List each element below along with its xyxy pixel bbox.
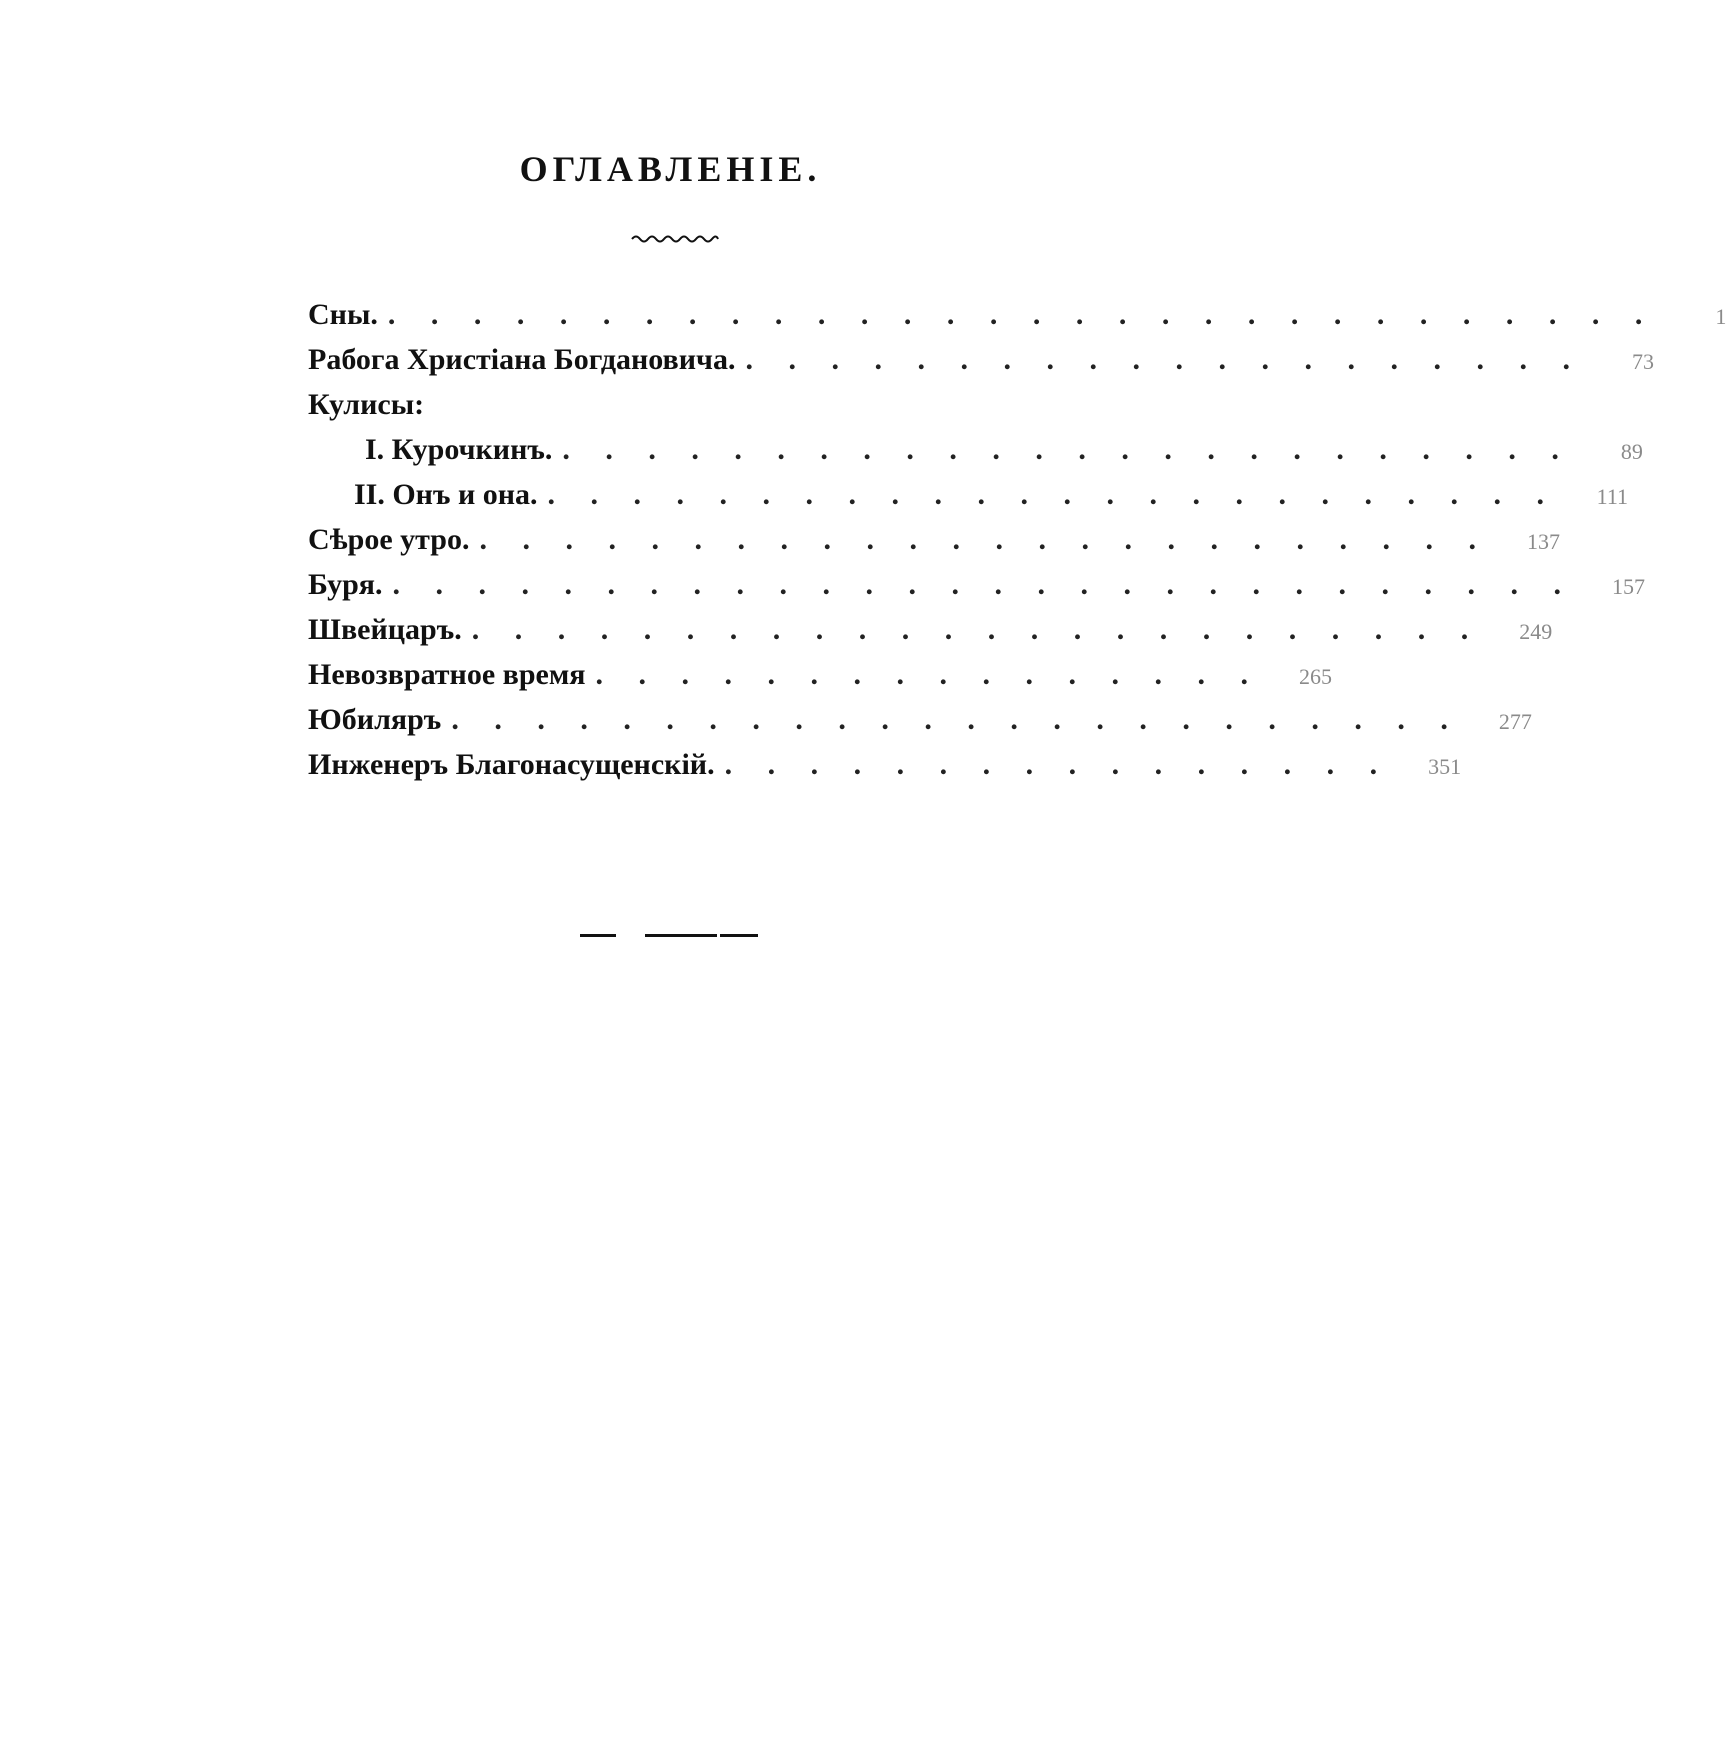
toc-entry-page: 111 bbox=[1596, 484, 1629, 509]
dot-leader: . . . . . . . . . . . . . . . . . . . . . . . . . . . . . . bbox=[387, 298, 1657, 331]
toc-entry bbox=[308, 427, 1643, 472]
dot-leader: . . . . . . . . . . . . . . . . . . . . . . . . bbox=[479, 523, 1490, 556]
toc-entry-title: Швейцаръ. bbox=[308, 613, 462, 646]
toc-entry bbox=[308, 697, 1532, 742]
toc-entry-page: 249 bbox=[1519, 619, 1553, 644]
toc-entry-page: 157 bbox=[1612, 574, 1646, 599]
toc-entry-page: 351 bbox=[1428, 754, 1462, 779]
toc-entry-page: 137 bbox=[1526, 529, 1560, 554]
toc-entry-page: 1 bbox=[1715, 304, 1726, 329]
toc-entry bbox=[308, 652, 1333, 697]
toc-entry-title: Юбиляръ bbox=[308, 703, 442, 736]
toc-entry bbox=[308, 562, 1646, 607]
dot-leader: . . . . . . . . . . . . . . . . . . . . . . . . . . . . bbox=[392, 568, 1576, 601]
end-rule-right-tail bbox=[720, 934, 758, 937]
toc-entry bbox=[308, 292, 1726, 337]
toc-entry-title: Сѣрое утро. bbox=[308, 523, 470, 556]
toc-entry-page: 89 bbox=[1620, 439, 1643, 464]
dot-leader: . . . . . . . . . . . . . . . . . . . . . . . . bbox=[471, 613, 1483, 646]
toc-entry-title: Кулисы: bbox=[308, 388, 425, 421]
dot-leader: . . . . . . . . . . . . . . . . bbox=[595, 658, 1263, 691]
toc-entry-page: 73 bbox=[1631, 349, 1654, 374]
toc-entry-title: Невозвратное время bbox=[308, 658, 586, 691]
dot-leader: . . . . . . . . . . . . . . . . . . . . bbox=[745, 343, 1584, 376]
toc-entry bbox=[308, 472, 1629, 517]
page-title: ОГЛАВЛЕНІЕ. bbox=[519, 149, 822, 189]
toc-entry-page: 265 bbox=[1299, 664, 1333, 689]
dot-leader: . . . . . . . . . . . . . . . . . . . . . . . . bbox=[562, 433, 1573, 466]
ornament-wave bbox=[630, 232, 720, 246]
toc-entry bbox=[308, 607, 1553, 652]
end-rule-right bbox=[645, 934, 717, 937]
end-rule-left bbox=[580, 934, 616, 937]
toc-entry-title: Буря. bbox=[308, 568, 383, 601]
toc-entry-title: I. Курочкинъ. bbox=[365, 433, 553, 466]
toc-entry bbox=[308, 517, 1560, 562]
dot-leader: . . . . . . . . . . . . . . . . bbox=[724, 748, 1392, 781]
dot-leader: . . . . . . . . . . . . . . . . . . . . . . . . bbox=[547, 478, 1559, 511]
table-of-contents bbox=[308, 292, 1726, 787]
toc-entry bbox=[308, 337, 1654, 382]
toc-entry-title: II. Онъ и она. bbox=[354, 478, 538, 511]
toc-entry-page: 277 bbox=[1498, 709, 1532, 734]
toc-entry-title: Инженеръ Благонасущенскій. bbox=[308, 748, 715, 781]
toc-entry-title: Сны. bbox=[308, 298, 378, 331]
toc-entry bbox=[308, 742, 1462, 787]
toc-entry bbox=[308, 382, 1050, 427]
toc-entry-title: Рабога Христіана Богдановича. bbox=[308, 343, 736, 376]
dot-leader: . . . . . . . . . . . . . . . . . . . . . . . . bbox=[451, 703, 1462, 736]
